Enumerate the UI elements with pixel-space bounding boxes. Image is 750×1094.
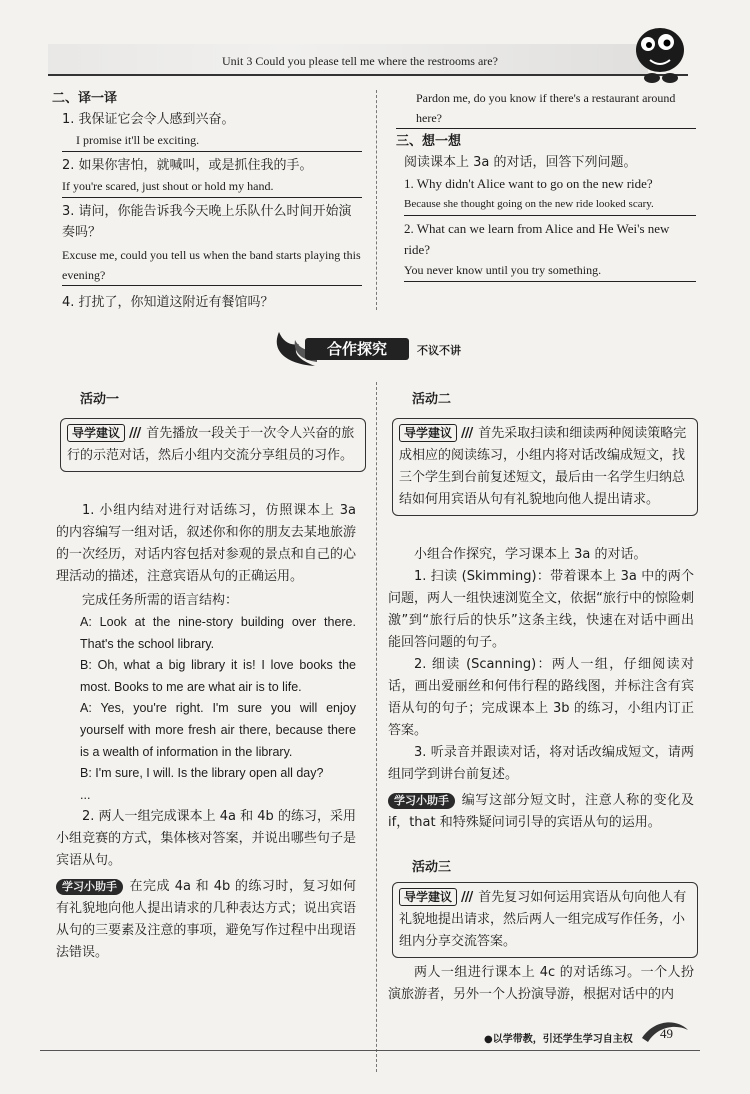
translate-a4-line [396, 88, 696, 129]
activity2-helper-tag: 学习小助手 [388, 793, 455, 809]
activity1-body [56, 500, 356, 964]
activity2-p3: 2. 细读 (Scanning)：两人一组，仔细阅读对话，画出爱丽丝和何伟行程的路线图，并标注含有宾语从句的句子；完成课本上 3b 的练习，小组内订正答案。 [388, 657, 694, 738]
dialogue-line-5: ... [80, 787, 91, 802]
dialogue-line-3: A: Yes, you're right. I'm sure you will enjoy yourself with more fresh air there, because there is a wealth of information in the library. [80, 701, 356, 759]
translate-a1-line [62, 130, 362, 152]
banner-title: 合作探究 [305, 338, 409, 360]
think-section [396, 88, 696, 282]
think-a2: You never know until you try something. [404, 263, 602, 277]
translate-a2-line [62, 176, 362, 198]
column-divider-bottom [376, 382, 378, 1072]
translate-a3: Excuse me, could you tell us when the band starts playing this evening? [62, 248, 361, 282]
activity1-helper-text: 在完成 4a 和 4b 的练习时，复习如何有礼貌地向他人提出请求的几种表达方式；说出宾语从句的三要素及注意的事项，避免写作过程中出现语法错误。 [56, 879, 356, 961]
translate-q2: 2. 如果你害怕，就喊叫，或是抓住我的手。 [62, 158, 313, 173]
header-rule [48, 74, 688, 76]
activity3-guide-text: 首先复习如何运用宾语从句向他人有礼貌地提出请求，然后两人一组完成写作任务，小组内分享交流答案。 [399, 890, 687, 949]
activity2-guide-tag: 导学建议 [399, 424, 457, 442]
think-heading: 三、想一想 [396, 134, 462, 149]
translate-a1: I promise it'll be exciting. [76, 133, 200, 147]
think-a1-line [404, 194, 696, 216]
activity2-guide-text: 首先采取扫读和细读两种阅读策略完成相应的阅读练习，小组内将对话改编成短文，找三个学生到台前复述短文，最后由一名学生归纳总结如何用宾语从句有礼貌地向他人提出请求。 [399, 426, 687, 507]
activity2-heading: 活动二 [412, 392, 452, 407]
activity3-guide-tag: 导学建议 [399, 888, 457, 906]
footer-rule [40, 1050, 700, 1051]
mascot-icon [630, 20, 690, 86]
translate-a2: If you're scared, just shout or hold my hand. [62, 179, 274, 193]
page-number: 49 [660, 1026, 673, 1041]
translate-q3: 3. 请问，你能告诉我今天晚上乐队什么时间开始演奏吗？ [62, 204, 352, 240]
activity1-p1: 1. 小组内结对进行对话练习，仿照课本上 3a 的内容编写一组对话，叙述你和你的朋友去某地旅游的一次经历，对话内容包括对参观的景点和自己的心理活动的描述，注意宾语从句的正确运用。 [56, 503, 356, 584]
activity2-body [388, 544, 694, 834]
activity1-p2: 完成任务所需的语言结构： [82, 593, 239, 608]
activity1-guide-tag: 导学建议 [67, 424, 125, 442]
activity2-p2: 1. 扫读 (Skimming)：带着课本上 3a 中的两个问题，两人一组快速浏览全文，依据“旅行中的惊险刺激”到“旅行后的快乐”这条主线，快速在对话中画出能回答问题的句子。 [388, 569, 694, 650]
dialogue-line-4: B: I'm sure, I will. Is the library open all day? [80, 766, 324, 781]
translate-heading: 二、译一译 [52, 91, 118, 106]
activity3-p1: 两人一组进行课本上 4c 的对话练习。一个人扮演旅游者，另外一个人扮演导游，根据对话中的内 [388, 965, 694, 1002]
activity1-guide-box [60, 418, 366, 472]
translate-q4: 4. 打扰了，你知道这附近有餐馆吗？ [62, 295, 274, 310]
think-a2-line [404, 260, 696, 282]
think-intro: 阅读课本上 3a 的对话，回答下列问题。 [404, 155, 637, 170]
translate-q1: 1. 我保证它会令人感到兴奋。 [62, 112, 235, 127]
activity2-helper [388, 790, 694, 834]
activity2-p4: 3. 听录音并跟读对话，将对话改编成短文，请两组同学到讲台前复述。 [388, 745, 694, 782]
slash-icon: /// [461, 426, 473, 441]
dialogue-line-2: B: Oh, what a big library it is! I love books the most. Books to me are what air is to life. [80, 658, 356, 694]
activity1-helper-tag: 学习小助手 [56, 879, 123, 895]
page-header [0, 0, 750, 92]
slash-icon: /// [461, 890, 473, 905]
activity1-p3: 2. 两人一组完成课本上 4a 和 4b 的练习，采用小组竞赛的方式，集体核对答案，并说出哪些句子是宾语从句。 [56, 809, 356, 869]
activity2-helper-text: 编写这部分短文时，注意人称的变化及 if，that 和特殊疑问词引导的宾语从句的运用。 [388, 793, 694, 830]
unit-title: Unit 3 Could you please tell me where the restrooms are? [222, 54, 498, 68]
footer-slogan: ●以学带教，引还学生学习自主权 [484, 1034, 633, 1045]
slash-icon: /// [129, 426, 141, 441]
banner-subtitle: 不议不讲 [417, 344, 461, 357]
activity3-body [388, 962, 694, 1006]
cooperation-banner [265, 326, 505, 370]
think-a1: Because she thought going on the new ride looked scary. [404, 198, 654, 210]
activity2-guide-box [392, 418, 698, 516]
activity1-dialogue [56, 612, 356, 806]
activity1-helper [56, 876, 356, 964]
translate-a4: Pardon me, do you know if there's a restaurant around here? [416, 91, 676, 125]
think-q2: 2. What can we learn from Alice and He Wei's new ride? [404, 221, 670, 257]
activity2-p1: 小组合作探究，学习课本上 3a 的对话。 [414, 547, 647, 562]
translate-a3-line [62, 245, 362, 286]
think-q1: 1. Why didn't Alice want to go on the new ride? [404, 176, 653, 191]
activity1-heading: 活动一 [80, 392, 120, 407]
activity3-heading: 活动三 [412, 860, 452, 875]
activity1-guide-text: 首先播放一段关于一次令人兴奋的旅行的示范对话，然后小组内交流分享组员的习作。 [67, 426, 355, 463]
column-divider-top [376, 90, 378, 310]
translate-section [52, 88, 362, 313]
activity3-guide-box [392, 882, 698, 958]
dialogue-line-1: A: Look at the nine-story building over there. That's the school library. [80, 615, 356, 651]
